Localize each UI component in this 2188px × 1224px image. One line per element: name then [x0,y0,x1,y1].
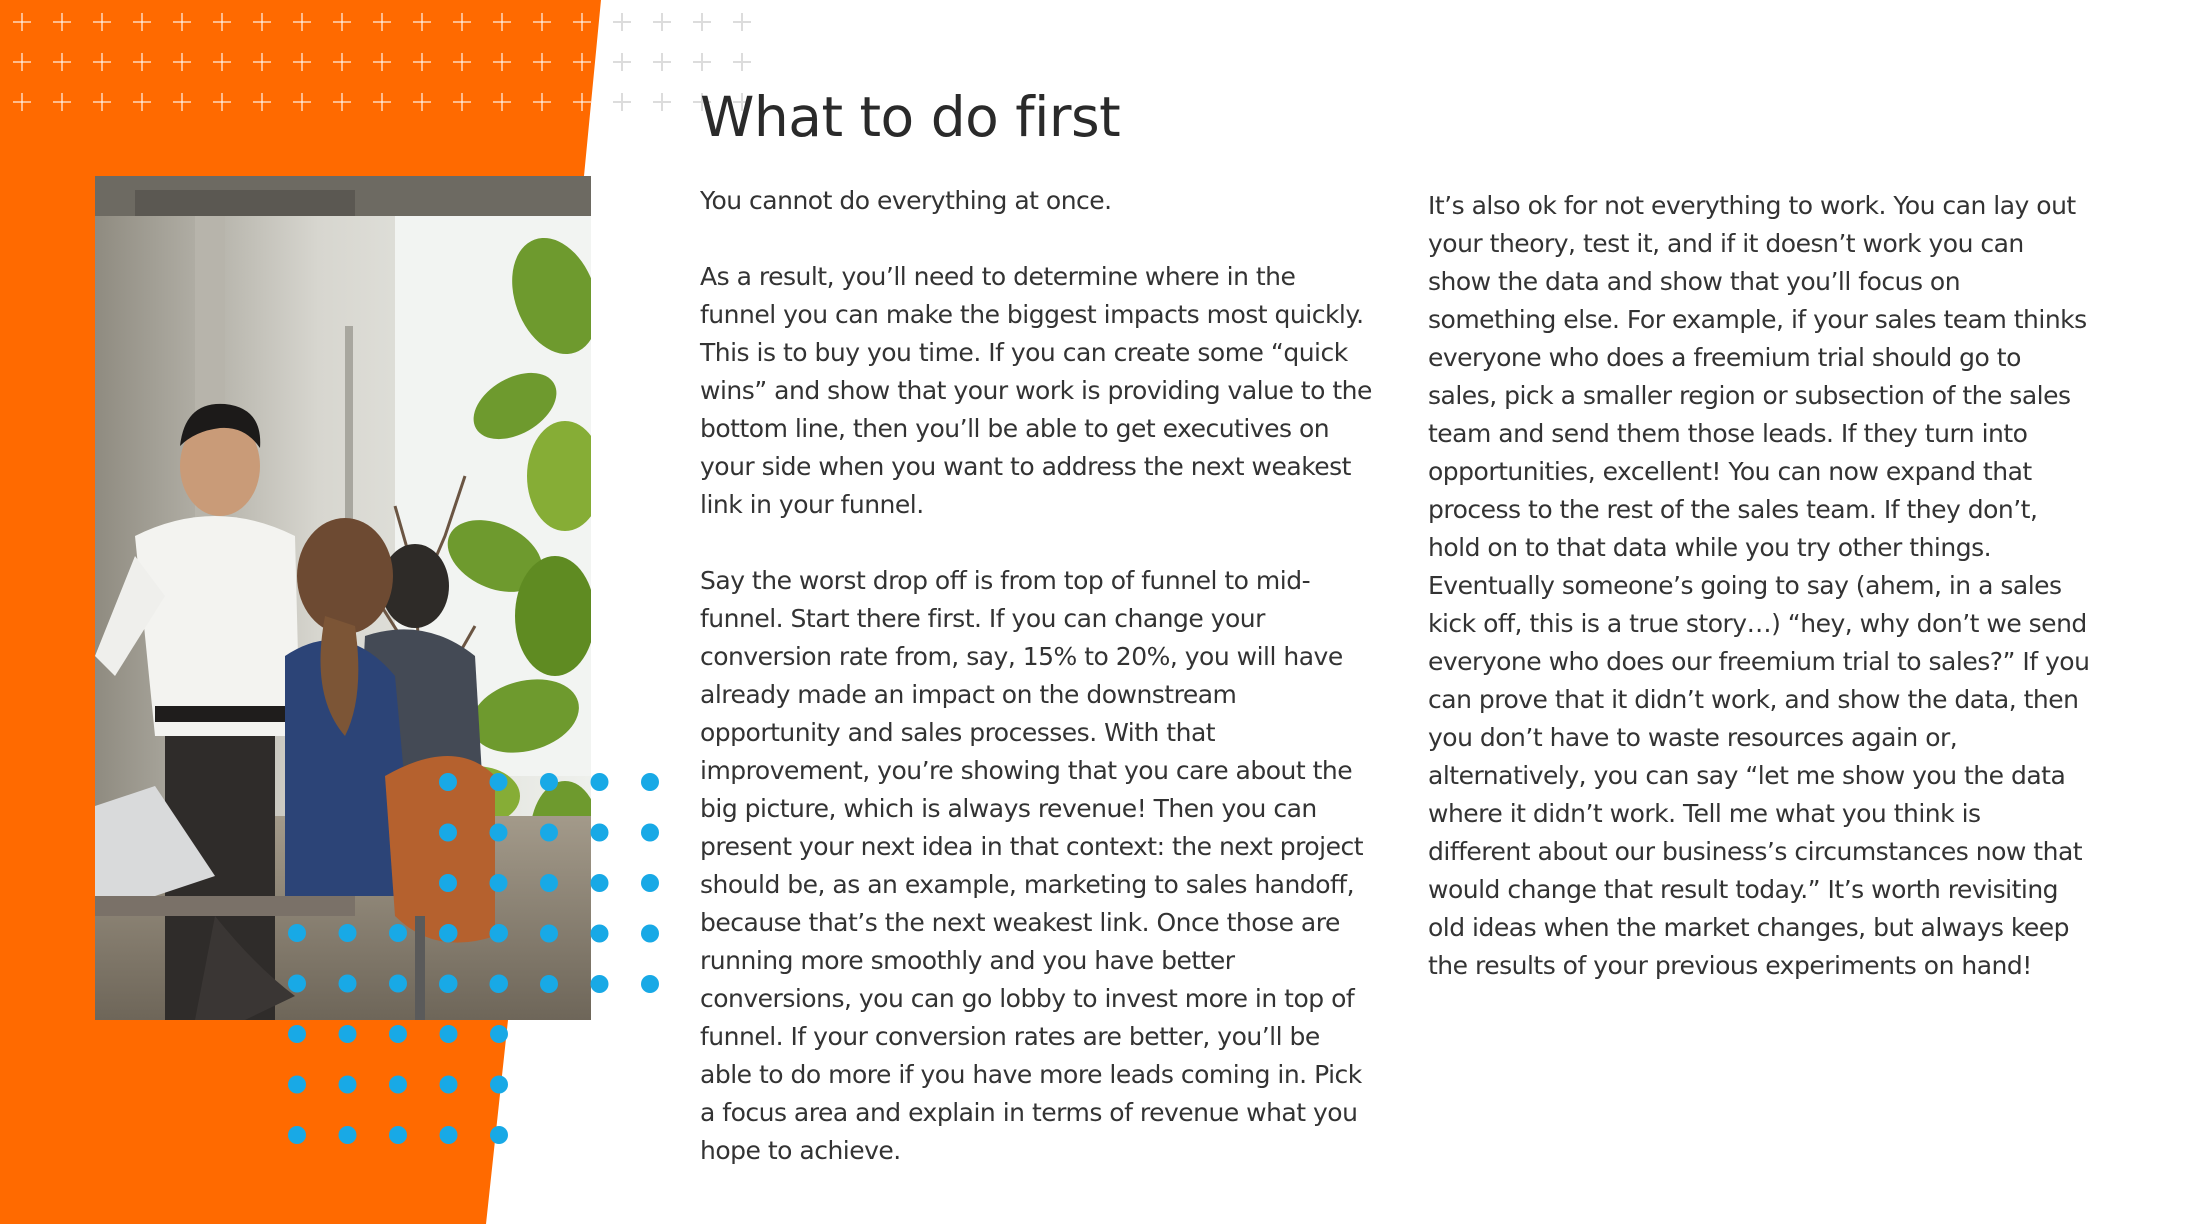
right-text-column [1428,187,2090,985]
plus-mark [133,13,151,31]
plus-mark [373,93,391,111]
plus-mark [733,13,751,31]
plus-mark [133,93,151,111]
plus-mark [213,13,231,31]
paragraph: You cannot do everything at once. [700,186,1112,215]
plus-mark [493,13,511,31]
plus-mark [93,13,111,31]
plus-mark [653,53,671,71]
plus-mark [533,53,551,71]
plus-mark [333,13,351,31]
plus-mark [653,93,671,111]
plus-mark [133,53,151,71]
plus-mark [293,53,311,71]
plus-mark [413,93,431,111]
plus-mark [493,93,511,111]
plus-mark [733,53,751,71]
plus-mark [373,13,391,31]
plus-mark [253,53,271,71]
plus-mark [293,93,311,111]
plus-mark [373,53,391,71]
paragraph: It’s also ok for not everything to work. You can lay out your theory, test it, and if it doesn’t work you can show the data and show that you’ll focus on something else. For example, if your sales team thinks everyone who does a freemium trial should go to sales, pick a smaller region or subsection of the sales team and send them those leads. If they turn into opportunities, excellent! You can now expand that process to the rest of the sales team. If they don’t, hold on to that data while you try other things. Eventually someone’s going to say (ahem, in a sales kick off, this is a true story…) “hey, why don’t we send everyone who does our freemium trial to sales?” If you can prove that it didn’t work, and show the data, then you don’t have to waste resources again or, alternatively, you can say “let me show you the data where it didn’t work. Tell me what you think is different about our business’s circumstances now that would change that result today.” It’s worth revisiting old ideas when the market changes, but always keep the results of your previous experiments on hand! [1428,191,2090,980]
plus-mark [53,53,71,71]
business-meeting-photo [95,176,591,1020]
plus-mark [173,13,191,31]
plus-mark [493,53,511,71]
page-title: What to do first [700,85,1121,149]
plus-mark [693,53,711,71]
plus-mark [253,13,271,31]
plus-mark [693,13,711,31]
plus-mark [293,13,311,31]
plus-mark [93,53,111,71]
plus-mark [13,53,31,71]
plus-mark [53,13,71,31]
plus-mark [413,53,431,71]
plus-mark [573,93,591,111]
plus-mark [253,93,271,111]
plus-mark [453,93,471,111]
paragraph: As a result, you’ll need to determine where in the funnel you can make the biggest impacts most quickly. This is to buy you time. If you can create some “quick wins” and show that your work is providing value to the bottom line, then you’ll be able to get executives on your side when you want to address the next weakest link in your funnel. [700,262,1372,519]
plus-mark [173,53,191,71]
plus-mark [613,53,631,71]
plus-mark [53,93,71,111]
plus-mark [613,13,631,31]
plus-mark [533,13,551,31]
plus-mark [573,53,591,71]
plus-mark [653,13,671,31]
plus-mark [333,53,351,71]
plus-mark [413,13,431,31]
plus-mark [213,53,231,71]
plus-mark [453,13,471,31]
plus-mark [93,93,111,111]
plus-mark [213,93,231,111]
plus-pattern-decoration [0,0,760,120]
plus-mark [533,93,551,111]
plus-mark [613,93,631,111]
plus-mark [173,93,191,111]
plus-mark [333,93,351,111]
left-text-column [700,182,1372,1170]
paragraph: Say the worst drop off is from top of funnel to mid-funnel. Start there first. If you can change your conversion rate from, say, 15% to 20%, you will have already made an impact on the downstream opportunity and sales processes. With that improvement, you’re showing that you care about the big picture, which is always revenue! Then you can present your next idea in that context: the next project should be, as an example, marketing to sales handoff, because that’s the next weakest link. Once those are running more smoothly and you have better conversions, you can go lobby to invest more in top of funnel. If your conversion rates are better, you’ll be able to do more if you have more leads coming in. Pick a focus area and explain in terms of revenue what you hope to achieve. [700,566,1364,1165]
plus-mark [573,13,591,31]
plus-mark [453,53,471,71]
plus-mark [13,13,31,31]
plus-mark [13,93,31,111]
